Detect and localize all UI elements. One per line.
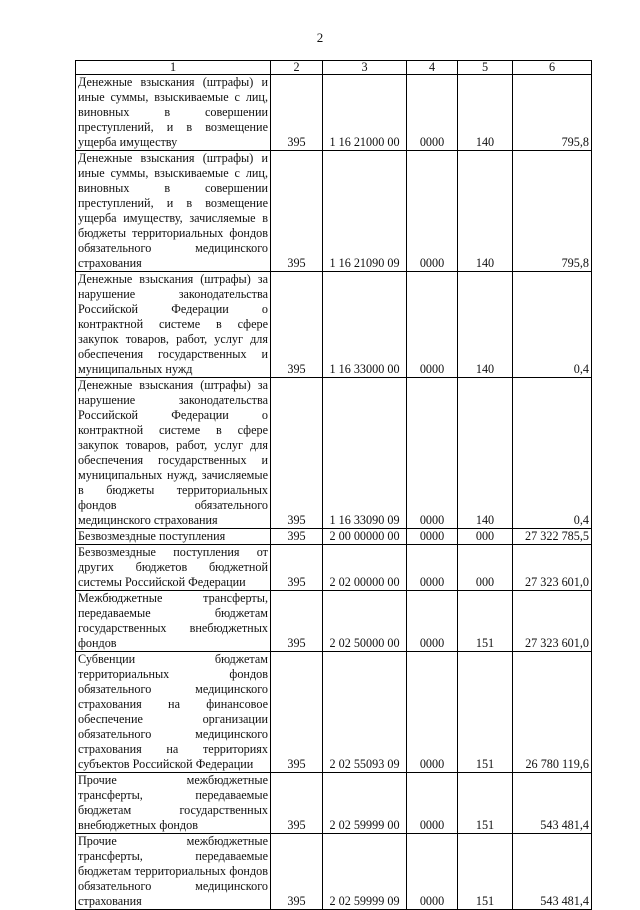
admin-code: 395 xyxy=(271,773,323,834)
classification-code: 151 xyxy=(458,591,513,652)
classification-code: 140 xyxy=(458,75,513,151)
admin-code: 395 xyxy=(271,834,323,910)
column-header-4: 4 xyxy=(407,61,458,75)
classification-code: 151 xyxy=(458,834,513,910)
program-code: 0000 xyxy=(407,591,458,652)
revenue-code: 2 02 59999 00 xyxy=(323,773,407,834)
classification-code: 140 xyxy=(458,151,513,272)
revenue-name: Безвозмездные поступления от других бюджетов бюджетной системы Российской Федерации xyxy=(76,545,271,591)
program-code: 0000 xyxy=(407,545,458,591)
budget-revenue-table xyxy=(75,60,592,910)
column-header-5: 5 xyxy=(458,61,513,75)
revenue-code: 1 16 21090 09 xyxy=(323,151,407,272)
revenue-code: 1 16 33000 00 xyxy=(323,272,407,378)
table-row xyxy=(76,591,592,652)
table-row xyxy=(76,272,592,378)
admin-code: 395 xyxy=(271,378,323,529)
revenue-name: Денежные взыскания (штрафы) и иные суммы, взыскиваемые с лиц, виновных в совершении преступлений, и в возмещение ущерба имуществу xyxy=(76,75,271,151)
revenue-code: 1 16 21000 00 xyxy=(323,75,407,151)
revenue-code: 1 16 33090 09 xyxy=(323,378,407,529)
revenue-code: 2 02 00000 00 xyxy=(323,545,407,591)
amount: 0,4 xyxy=(513,272,592,378)
column-header-6: 6 xyxy=(513,61,592,75)
revenue-name: Денежные взыскания (штрафы) за нарушение законодательства Российской Федерации о контрактной системе в сфере закупок товаров, работ, услуг для обеспечения государственных и муниципальных нужд, зачисляемые в бюджеты территориальных фондов обязательного медицинского страхования xyxy=(76,378,271,529)
revenue-name: Безвозмездные поступления xyxy=(76,529,271,545)
revenue-name: Межбюджетные трансферты, передаваемые бюджетам государственных внебюджетных фондов xyxy=(76,591,271,652)
classification-code: 000 xyxy=(458,545,513,591)
program-code: 0000 xyxy=(407,834,458,910)
revenue-name: Денежные взыскания (штрафы) за нарушение законодательства Российской Федерации о контрактной системе в сфере закупок товаров, работ, услуг для обеспечения государственных и муниципальных нужд xyxy=(76,272,271,378)
program-code: 0000 xyxy=(407,529,458,545)
classification-code: 151 xyxy=(458,652,513,773)
amount: 0,4 xyxy=(513,378,592,529)
amount: 795,8 xyxy=(513,75,592,151)
amount: 27 323 601,0 xyxy=(513,591,592,652)
admin-code: 395 xyxy=(271,652,323,773)
revenue-name: Прочие межбюджетные трансферты, передаваемые бюджетам территориальных фондов обязательного медицинского страхования xyxy=(76,834,271,910)
admin-code: 395 xyxy=(271,591,323,652)
program-code: 0000 xyxy=(407,272,458,378)
table-row xyxy=(76,151,592,272)
table-row xyxy=(76,652,592,773)
admin-code: 395 xyxy=(271,529,323,545)
page-number: 2 xyxy=(316,30,324,45)
program-code: 0000 xyxy=(407,75,458,151)
table-row xyxy=(76,378,592,529)
table-row xyxy=(76,529,592,545)
program-code: 0000 xyxy=(407,378,458,529)
revenue-name: Субвенции бюджетам территориальных фондов обязательного медицинского страхования на финансовое обеспечение организации обязательного медицинского страхования на территориях субъектов Российской Федерации xyxy=(76,652,271,773)
revenue-code: 2 02 50000 00 xyxy=(323,591,407,652)
table-row xyxy=(76,773,592,834)
amount: 543 481,4 xyxy=(513,773,592,834)
table-row xyxy=(76,75,592,151)
amount: 26 780 119,6 xyxy=(513,652,592,773)
revenue-name: Прочие межбюджетные трансферты, передаваемые бюджетам государственных внебюджетных фондов xyxy=(76,773,271,834)
column-header-1: 1 xyxy=(76,61,271,75)
column-header-3: 3 xyxy=(323,61,407,75)
revenue-code: 2 00 00000 00 xyxy=(323,529,407,545)
amount: 27 323 601,0 xyxy=(513,545,592,591)
column-header-2: 2 xyxy=(271,61,323,75)
classification-code: 140 xyxy=(458,272,513,378)
classification-code: 140 xyxy=(458,378,513,529)
program-code: 0000 xyxy=(407,151,458,272)
revenue-name: Денежные взыскания (штрафы) и иные суммы, взыскиваемые с лиц, виновных в совершении преступлений, и в возмещение ущерба имуществу, зачисляемые в бюджеты территориальных фондов обязательного медицинского страхования xyxy=(76,151,271,272)
admin-code: 395 xyxy=(271,151,323,272)
program-code: 0000 xyxy=(407,773,458,834)
table-row xyxy=(76,834,592,910)
program-code: 0000 xyxy=(407,652,458,773)
admin-code: 395 xyxy=(271,272,323,378)
revenue-code: 2 02 59999 09 xyxy=(323,834,407,910)
amount: 543 481,4 xyxy=(513,834,592,910)
amount: 27 322 785,5 xyxy=(513,529,592,545)
admin-code: 395 xyxy=(271,545,323,591)
table-row xyxy=(76,545,592,591)
admin-code: 395 xyxy=(271,75,323,151)
classification-code: 151 xyxy=(458,773,513,834)
classification-code: 000 xyxy=(458,529,513,545)
amount: 795,8 xyxy=(513,151,592,272)
table-header-row xyxy=(76,61,592,75)
revenue-code: 2 02 55093 09 xyxy=(323,652,407,773)
